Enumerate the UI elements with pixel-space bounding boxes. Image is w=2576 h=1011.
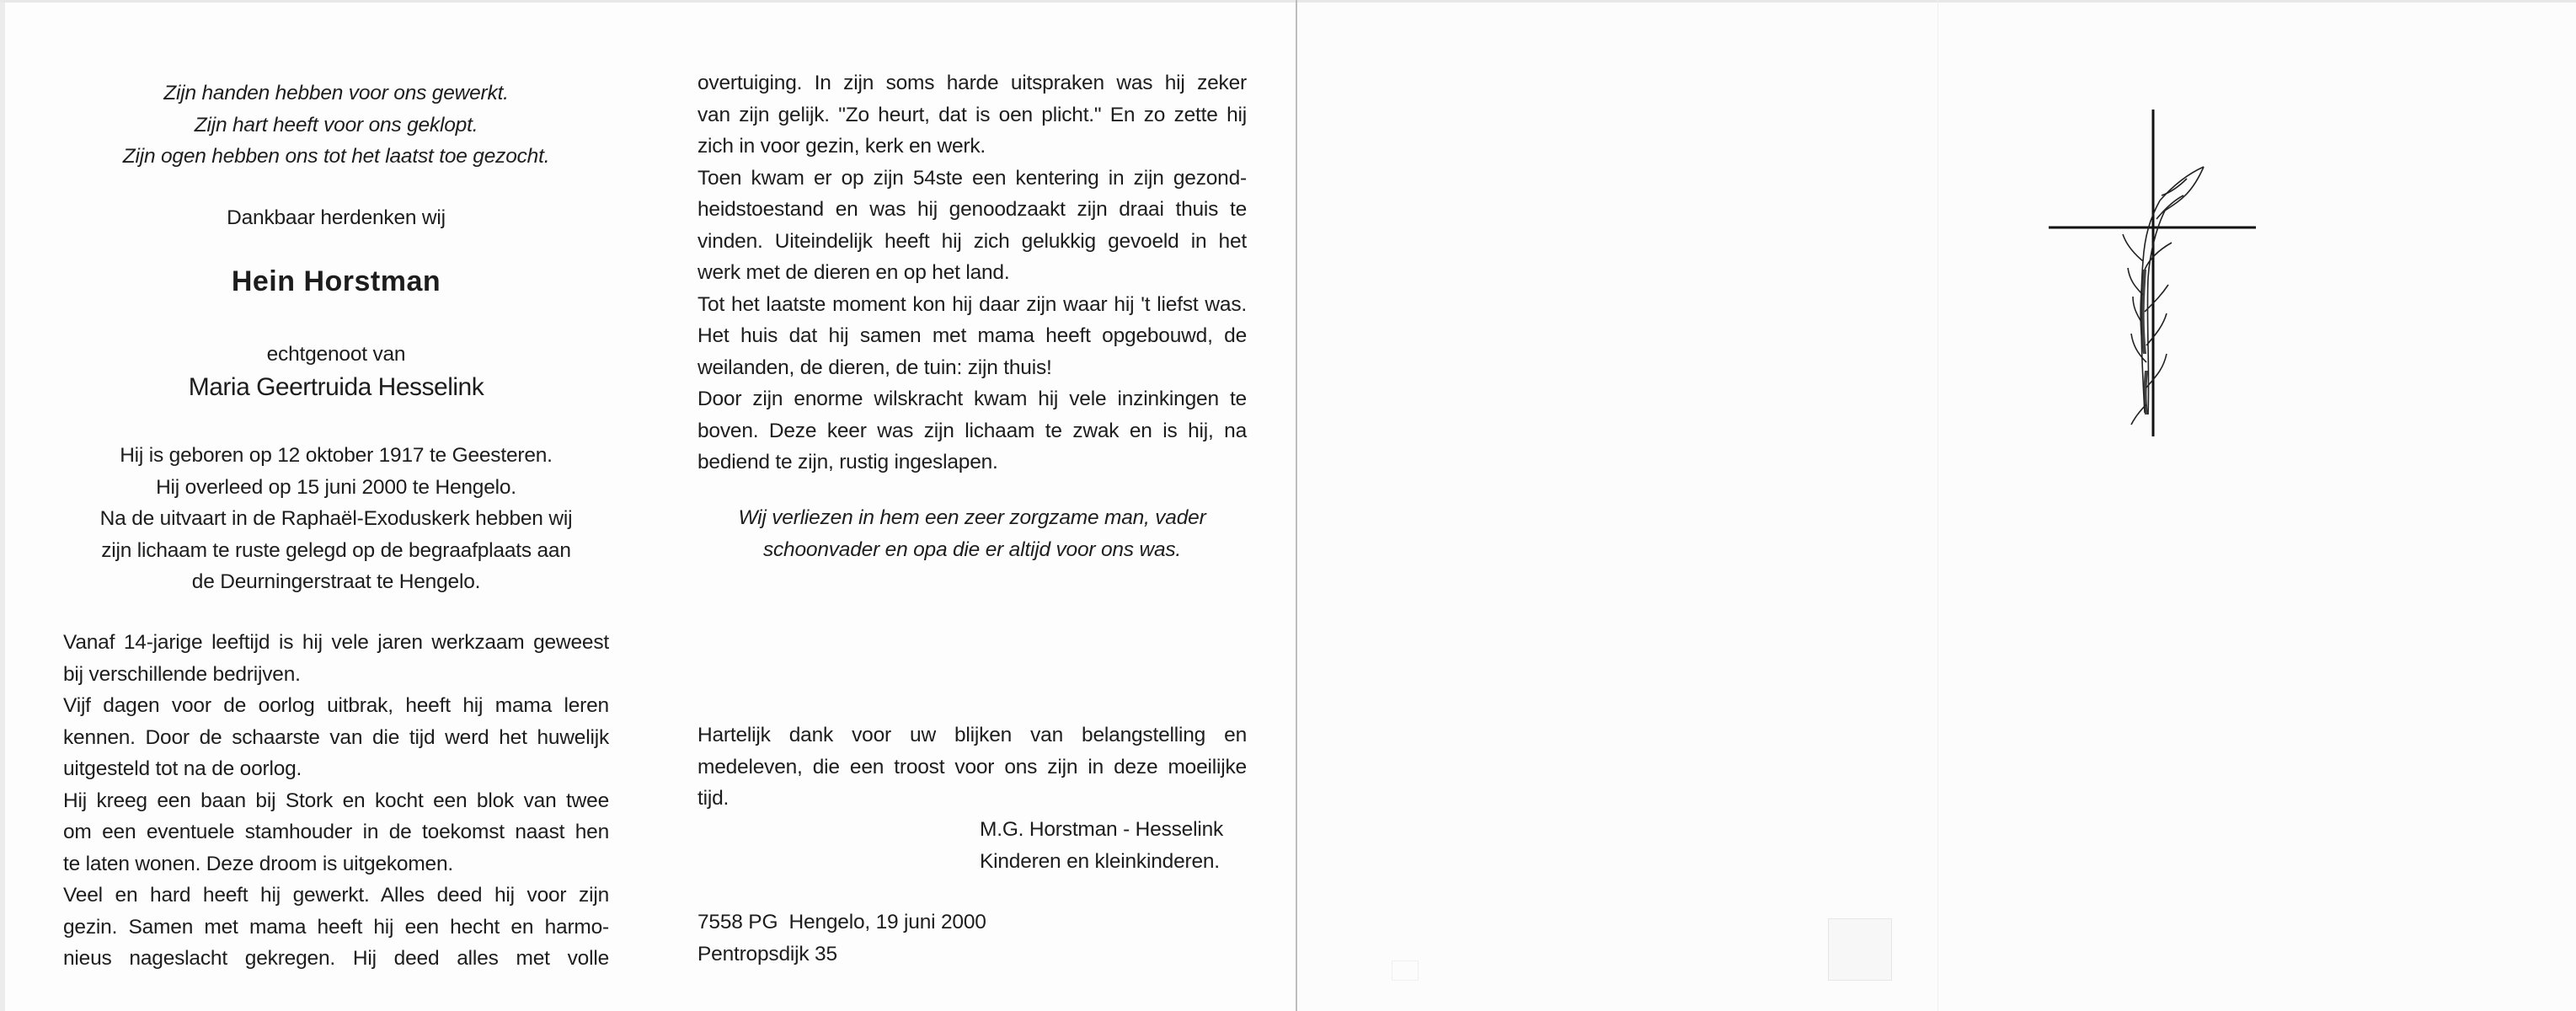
card-fold-line: [1296, 0, 1297, 1011]
biography-part-1: [63, 627, 609, 975]
deceased-name: Hein Horstman: [231, 265, 441, 297]
card-front-right: [1297, 0, 2576, 1011]
intro-text: Dankbaar herdenken wij: [227, 206, 446, 229]
birth-death-details: [63, 440, 609, 598]
bio-line: Toen kwam er op zijn 54ste een kentering in zijn gezond-: [697, 166, 1247, 190]
detail-line: Na de uitvaart in de Raphaël-Exoduskerk hebben wij: [99, 507, 573, 530]
bio-line: kennen. Door de schaarste van die tijd werd het huwelijk: [63, 725, 609, 749]
card-top-edge: [0, 0, 2576, 3]
bio-line: Veel en hard heeft hij gewerkt. Alles deed hij voor zijn: [63, 884, 609, 907]
bio-line: werk met de dieren en op het land.: [697, 261, 1010, 284]
bio-line: bediend te zijn, rustig ingeslapen.: [697, 451, 998, 473]
embossed-stamp-mark: [1828, 918, 1892, 981]
detail-line: Hij overleed op 15 juni 2000 te Hengelo.: [156, 475, 516, 499]
signature-line: Kinderen en kleinkinderen.: [980, 849, 1220, 873]
poem-line: Zijn handen hebben voor ons gewerkt.: [163, 82, 509, 104]
bio-line: uitgesteld tot na de oorlog.: [63, 757, 302, 780]
bio-line: Hij kreeg een baan bij Stork en kocht een blok van twee: [63, 789, 609, 812]
thank-you-note: [697, 719, 1247, 815]
signature-line: M.G. Horstman - Hesselink: [980, 818, 1224, 841]
bio-line: zich in voor gezin, kerk en werk.: [697, 135, 986, 158]
card-left-edge: [0, 0, 5, 1011]
bio-line: Het huis dat hij samen met mama heeft opgebouwd, de: [697, 324, 1247, 347]
poem-line: Zijn hart heeft voor ons geklopt.: [194, 113, 478, 136]
thanks-line: medeleven, die een troost voor ons zijn in deze moeilijke: [697, 755, 1247, 778]
bio-line: vinden. Uiteindelijk heeft hij zich gelukkig gevoeld in het: [697, 229, 1247, 253]
bio-line: weilanden, de dieren, de tuin: zijn thuis!: [697, 356, 1052, 379]
bio-line: van zijn gelijk. "Zo heurt, dat is oen plicht." En zo zette hij: [697, 103, 1247, 126]
thanks-line: tijd.: [697, 787, 730, 810]
address-line: Pentropsdijk 35: [697, 942, 837, 966]
bio-line: heidstoestand en was hij genoodzaakt zijn draai thuis te: [697, 198, 1247, 221]
bio-line: Vijf dagen voor de oorlog uitbrak, heeft hij mama leren: [63, 694, 609, 717]
cross-with-palm-icon: [2039, 101, 2258, 447]
spouse-name: Maria Geertruida Hesselink: [188, 373, 484, 401]
thanks-line: Hartelijk dank voor uw blijken van belangstelling en: [697, 724, 1247, 746]
bio-line: nieus nageslacht gekregen. Hij deed alles met volle: [63, 947, 609, 970]
signature-block: [697, 814, 1247, 877]
bio-line: gezin. Samen met mama heeft hij een hecht en harmo-: [63, 915, 609, 939]
bio-line: om een eventuele stamhouder in de toekomst naast hen: [63, 821, 609, 843]
bio-line: Vanaf 14-jarige leeftijd is hij vele jaren werkzaam geweest: [63, 631, 609, 654]
bio-line: bij verschillende bedrijven.: [63, 662, 301, 686]
poem: [63, 78, 609, 173]
closing-line: schoonvader en opa die er altijd voor ons was.: [762, 538, 1182, 561]
faint-mark: [1392, 960, 1419, 981]
bio-line: overtuiging. In zijn soms harde uitspraken was hij zeker: [697, 72, 1247, 94]
bio-line: Tot het laatste moment kon hij daar zijn waar hij 't liefst was.: [697, 292, 1247, 316]
bio-line: boven. Deze keer was zijn lichaam te zwak en is hij, na: [697, 419, 1247, 442]
biography-part-2: [697, 67, 1247, 479]
address-line: 7558 PG Hengelo, 19 juni 2000: [697, 911, 986, 933]
spouse-label: echtgenoot van: [266, 343, 406, 366]
detail-line: zijn lichaam te ruste gelegd op de begraafplaats aan: [101, 538, 571, 562]
closing-line: Wij verliezen in hem een zeer zorgzame man, vader: [738, 506, 1206, 529]
poem-line: Zijn ogen hebben ons tot het laatst toe gezocht.: [122, 145, 550, 168]
detail-line: de Deurningerstraat te Hengelo.: [191, 570, 481, 593]
closing-remark: [697, 502, 1247, 565]
detail-line: Hij is geboren op 12 oktober 1917 te Geesteren.: [120, 444, 553, 467]
address-block: [697, 907, 1247, 970]
bio-line: Door zijn enorme wilskracht kwam hij vele inzinkingen te: [697, 388, 1247, 410]
bio-line: te laten wonen. Deze droom is uitgekomen.: [63, 852, 454, 875]
card-panel-crease: [1937, 0, 1938, 1011]
